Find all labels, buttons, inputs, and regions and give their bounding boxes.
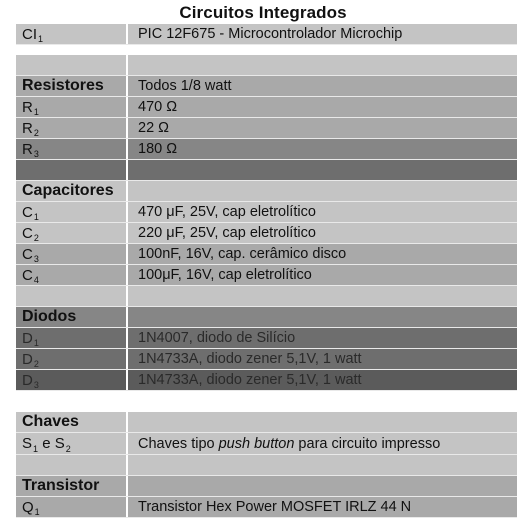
section-title: Capacitores bbox=[16, 181, 128, 201]
part-label: R 2 bbox=[16, 118, 128, 138]
table-row-ci1 bbox=[16, 24, 517, 45]
table-row-d3 bbox=[16, 370, 517, 391]
part-description: 470 Ω bbox=[138, 99, 178, 115]
section-title: Resistores bbox=[16, 76, 128, 96]
spacer-row bbox=[16, 45, 517, 55]
spacer-row bbox=[16, 55, 517, 76]
section-note: Todos 1/8 watt bbox=[138, 78, 232, 94]
part-description: 1N4733A, diodo zener 5,1V, 1 watt bbox=[138, 372, 362, 388]
table-row-r1 bbox=[16, 97, 517, 118]
table-row-r3 bbox=[16, 139, 517, 160]
table-row-d1 bbox=[16, 328, 517, 349]
table-row-c1 bbox=[16, 202, 517, 223]
section-title: Transistor bbox=[16, 476, 128, 496]
part-label: S 1 e S 2 bbox=[16, 433, 128, 454]
table-row-c4 bbox=[16, 265, 517, 286]
part-label: C 4 bbox=[16, 265, 128, 285]
part-description: 220 μF, 25V, cap eletrolítico bbox=[138, 225, 316, 241]
part-label: Q 1 bbox=[16, 497, 128, 517]
page-title: Circuitos Integrados bbox=[179, 3, 347, 22]
table-row-r2 bbox=[16, 118, 517, 139]
section-header-resistores bbox=[16, 76, 517, 97]
table-row-s1s2 bbox=[16, 433, 517, 455]
part-description: Chaves tipo push button para circuito impresso bbox=[138, 435, 441, 452]
part-label: R 1 bbox=[16, 97, 128, 117]
part-label: D 3 bbox=[16, 370, 128, 390]
part-label: D 2 bbox=[16, 349, 128, 369]
table-row-d2 bbox=[16, 349, 517, 370]
spacer-row bbox=[16, 160, 517, 181]
section-header-capacitores bbox=[16, 181, 517, 202]
part-label: D 1 bbox=[16, 328, 128, 348]
parts-table bbox=[16, 24, 517, 518]
part-label: C 1 bbox=[16, 202, 128, 222]
section-header-transistor bbox=[16, 476, 517, 497]
part-description: 180 Ω bbox=[138, 141, 178, 157]
section-title: Chaves bbox=[16, 412, 128, 432]
part-description: 22 Ω bbox=[138, 120, 169, 136]
part-label: CI 1 bbox=[16, 24, 128, 44]
section-header-diodos bbox=[16, 307, 517, 328]
part-label: R 3 bbox=[16, 139, 128, 159]
spacer-row bbox=[16, 286, 517, 307]
table-row-c3 bbox=[16, 244, 517, 265]
part-label: C 3 bbox=[16, 244, 128, 264]
section-header-chaves bbox=[16, 412, 517, 433]
part-description: 100μF, 16V, cap eletrolítico bbox=[138, 267, 312, 283]
part-description: PIC 12F675 - Microcontrolador Microchip bbox=[138, 26, 403, 42]
part-description: 1N4007, diodo de Silício bbox=[138, 330, 296, 346]
part-description: 1N4733A, diodo zener 5,1V, 1 watt bbox=[138, 351, 362, 367]
table-row-c2 bbox=[16, 223, 517, 244]
spacer-row bbox=[16, 391, 517, 412]
spacer-row bbox=[16, 455, 517, 476]
part-description: Transistor Hex Power MOSFET IRLZ 44 N bbox=[138, 499, 412, 515]
table-row-q1 bbox=[16, 497, 517, 518]
section-title: Diodos bbox=[16, 307, 128, 327]
part-label: C 2 bbox=[16, 223, 128, 243]
part-description: 100nF, 16V, cap. cerâmico disco bbox=[138, 246, 347, 262]
part-description: 470 μF, 25V, cap eletrolítico bbox=[138, 204, 316, 220]
